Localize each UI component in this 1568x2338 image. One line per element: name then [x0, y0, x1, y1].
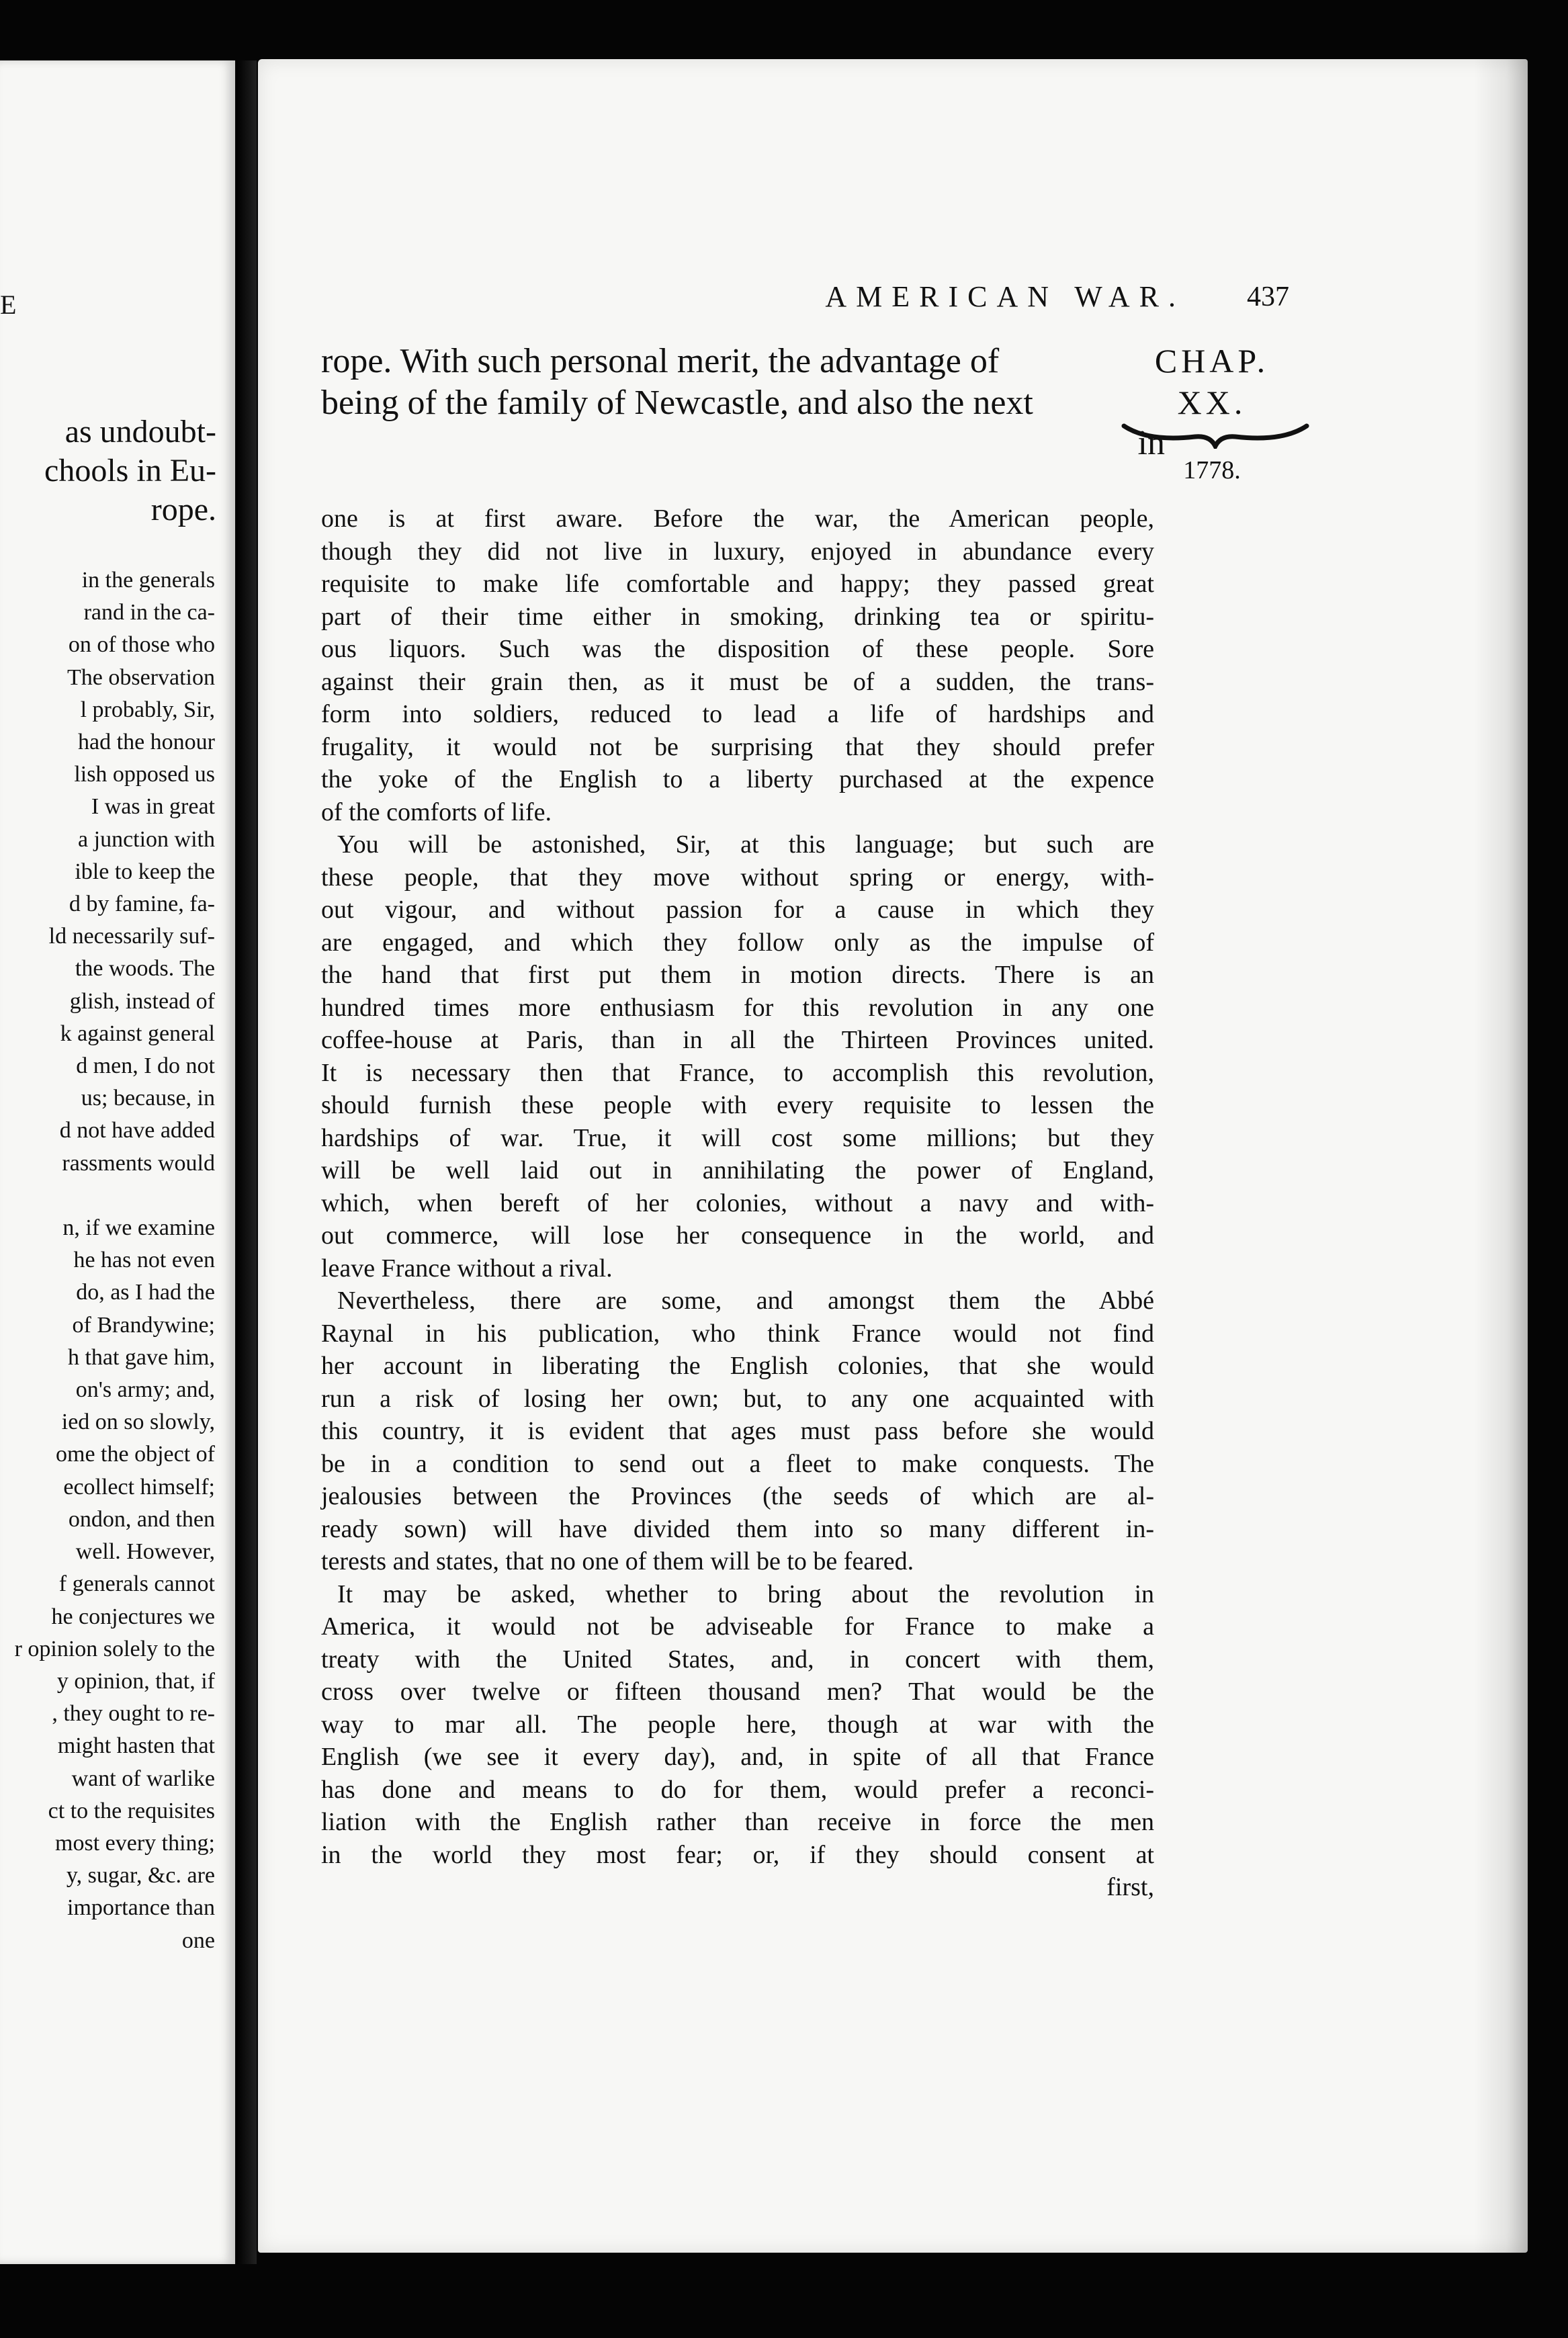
left-text-line: , they ought to re- — [52, 1701, 215, 1727]
left-text-line: the woods. The — [75, 956, 215, 982]
left-text-line: had the honour — [78, 730, 215, 755]
left-text-line: on's army; and, — [75, 1377, 215, 1403]
body-line: part of their time either in smoking, drinking tea or spiritu- — [321, 602, 1154, 631]
left-text-line: r opinion solely to the — [14, 1636, 215, 1661]
body-line: jealousies between the Provinces (the seeds of which are al- — [321, 1482, 1154, 1510]
left-text-line: ecollect himself; — [63, 1474, 215, 1500]
body-line: frugality, it would not be surprising that they should prefer — [321, 732, 1154, 761]
left-text-line: on of those who — [68, 632, 215, 658]
left-text-line: want of warlike — [71, 1766, 215, 1791]
left-text-line: ct to the requisites — [48, 1798, 215, 1823]
body-line: the yoke of the English to a liberty purchased at the expence — [321, 765, 1154, 793]
body-line: should furnish these people with every requisite to lessen the — [321, 1091, 1154, 1119]
margin-chapter-label: CHAP. — [1154, 342, 1270, 380]
body-line: run a risk of losing her own; but, to any one acquainted with — [321, 1384, 1154, 1413]
left-text-line: ondon, and then — [68, 1506, 215, 1532]
body-line: in the world they most fear; or, if they should consent at — [321, 1840, 1154, 1869]
body-line: these people, that they move without spring or energy, with- — [321, 863, 1154, 892]
left-top-lines — [44, 413, 216, 529]
body-line: coffee-house at Paris, than in all the Thirteen Provinces united. — [321, 1026, 1154, 1054]
body-line: one is at first aware. Before the war, the American people, — [321, 505, 1154, 533]
body-line: It is necessary then that France, to accomplish this revolution, — [321, 1058, 1154, 1087]
body-line: ous liquors. Such was the disposition of these people. Sore — [321, 635, 1154, 663]
body-line: out vigour, and without passion for a cause in which they — [321, 896, 1154, 924]
left-top-line: rope. — [150, 492, 216, 527]
body-line: out commerce, will lose her consequence in the world, and — [321, 1221, 1154, 1250]
body-line: way to mar all. The people here, though at war with the — [321, 1710, 1154, 1739]
body-line: liation with the English rather than receive in force the men — [321, 1808, 1154, 1836]
left-text-line: rand in the ca- — [83, 600, 215, 625]
left-text-line: d men, I do not — [76, 1053, 215, 1079]
body-line: cross over twelve or fifteen thousand men? That would be the — [321, 1678, 1154, 1706]
body-line: be in a condition to send out a fleet to make conquests. The — [321, 1449, 1154, 1478]
left-text-line: y, sugar, &c. are — [66, 1863, 215, 1889]
left-text-line: y opinion, that, if — [56, 1668, 215, 1694]
left-text-line — [15, 1180, 215, 1212]
body-line: are engaged, and which they follow only as the impulse of — [321, 928, 1154, 957]
margin-chapter-number: XX. — [1177, 384, 1247, 421]
page-number: 437 — [1247, 282, 1289, 312]
left-text-line: ld necessarily suf- — [48, 924, 215, 949]
body-line: requisite to make life comfortable and happy; they passed great — [321, 570, 1154, 598]
body-line: this country, it is evident that ages must pass before she would — [321, 1417, 1154, 1445]
right-page — [258, 59, 1528, 2253]
margin-brace-ornament — [1121, 422, 1309, 449]
body-line: treaty with the United States, and, in concert with them, — [321, 1645, 1154, 1674]
left-text-lines — [15, 564, 215, 1957]
body-line: which, when bereft of her colonies, without a navy and with- — [321, 1188, 1154, 1217]
body-line: hundred times more enthusiasm for this revolution in any one — [321, 993, 1154, 1022]
body-text — [321, 503, 1154, 1904]
body-line: America, it would not be adviseable for France to make a — [321, 1612, 1154, 1641]
left-text-line: ied on so slowly, — [61, 1410, 215, 1435]
left-text-line: he conjectures we — [51, 1604, 215, 1629]
left-top-line: chools in Eu- — [44, 453, 216, 488]
left-page-fragment — [0, 60, 235, 2264]
body-line: hardships of war. True, it will cost some millions; but they — [321, 1123, 1154, 1152]
left-text-line: glish, instead of — [69, 988, 215, 1014]
book-gutter — [236, 60, 257, 2264]
body-line: will be well laid out in annihilating the power of England, — [321, 1156, 1154, 1184]
left-text-line: h that gave him, — [67, 1344, 215, 1370]
left-text-line: f generals cannot — [58, 1571, 215, 1597]
body-line: against their grain then, as it must be of a sudden, the trans- — [321, 667, 1154, 696]
body-line: leave France without a rival. — [321, 1254, 613, 1283]
body-line: form into soldiers, reduced to lead a life of hardships and — [321, 700, 1154, 728]
left-text-line: us; because, in — [81, 1086, 215, 1111]
left-text-line: one — [181, 1928, 215, 1953]
page-edge-shadow — [1474, 59, 1528, 2253]
body-line: You will be astonished, Sir, at this language; but such are — [337, 830, 1154, 859]
left-running-head: E — [0, 290, 24, 320]
left-text-line: k against general — [60, 1021, 215, 1046]
body-line: English (we see it every day), and, in spite of all that France — [321, 1743, 1154, 1771]
left-text-line: d by famine, fa- — [69, 892, 215, 917]
left-text-line: of Brandywine; — [72, 1312, 215, 1338]
body-line: her account in liberating the English colonies, that she would — [321, 1352, 1154, 1380]
body-line: though they did not live in luxury, enjoyed in abundance every — [321, 537, 1154, 566]
body-line: of the comforts of life. — [321, 797, 552, 826]
body-line: has done and means to do for them, would prefer a reconci- — [321, 1775, 1154, 1804]
left-text-line: might hasten that — [57, 1733, 215, 1759]
intro-line: being of the family of Newcastle, and also the next — [321, 384, 1033, 422]
intro-line: rope. With such personal merit, the advantage of — [321, 342, 1000, 380]
margin-year: 1778. — [1183, 456, 1241, 484]
running-head: AMERICAN WAR. — [825, 280, 1185, 313]
left-text-line: The observation — [67, 664, 215, 690]
left-text-line: l probably, Sir, — [80, 697, 215, 722]
body-line: first, — [1106, 1873, 1154, 1901]
body-line: Raynal in his publication, who think France would not find — [321, 1319, 1154, 1348]
body-line: the hand that first put them in motion directs. There is an — [321, 961, 1154, 989]
left-text-line: importance than — [67, 1895, 215, 1921]
left-text-line: rassments would — [62, 1150, 215, 1176]
left-text-line: d not have added — [59, 1118, 215, 1143]
left-text-line: lish opposed us — [74, 762, 215, 787]
body-line: Nevertheless, there are some, and amongst them the Abbé — [337, 1287, 1154, 1315]
left-text-line: n, if we examine — [62, 1215, 215, 1241]
left-text-line: a junction with — [78, 826, 215, 852]
body-line: ready sown) will have divided them into so many different in- — [321, 1514, 1154, 1543]
left-text-line: well. However, — [75, 1539, 215, 1565]
body-line: It may be asked, whether to bring about the revolution in — [337, 1579, 1154, 1608]
left-text-line: he has not even — [73, 1248, 215, 1273]
intro-line-catchword: in — [1137, 424, 1165, 462]
left-text-line: do, as I had the — [76, 1280, 215, 1305]
left-text-line: I was in great — [91, 794, 215, 820]
body-line: terests and states, that no one of them will be to be feared. — [321, 1547, 914, 1575]
left-top-line: as undoubt- — [64, 414, 216, 449]
left-text-line: ome the object of — [56, 1442, 215, 1467]
left-text-line: in the generals — [81, 568, 215, 593]
left-text-line: ible to keep the — [75, 859, 215, 884]
left-text-line: most every thing; — [55, 1830, 215, 1856]
